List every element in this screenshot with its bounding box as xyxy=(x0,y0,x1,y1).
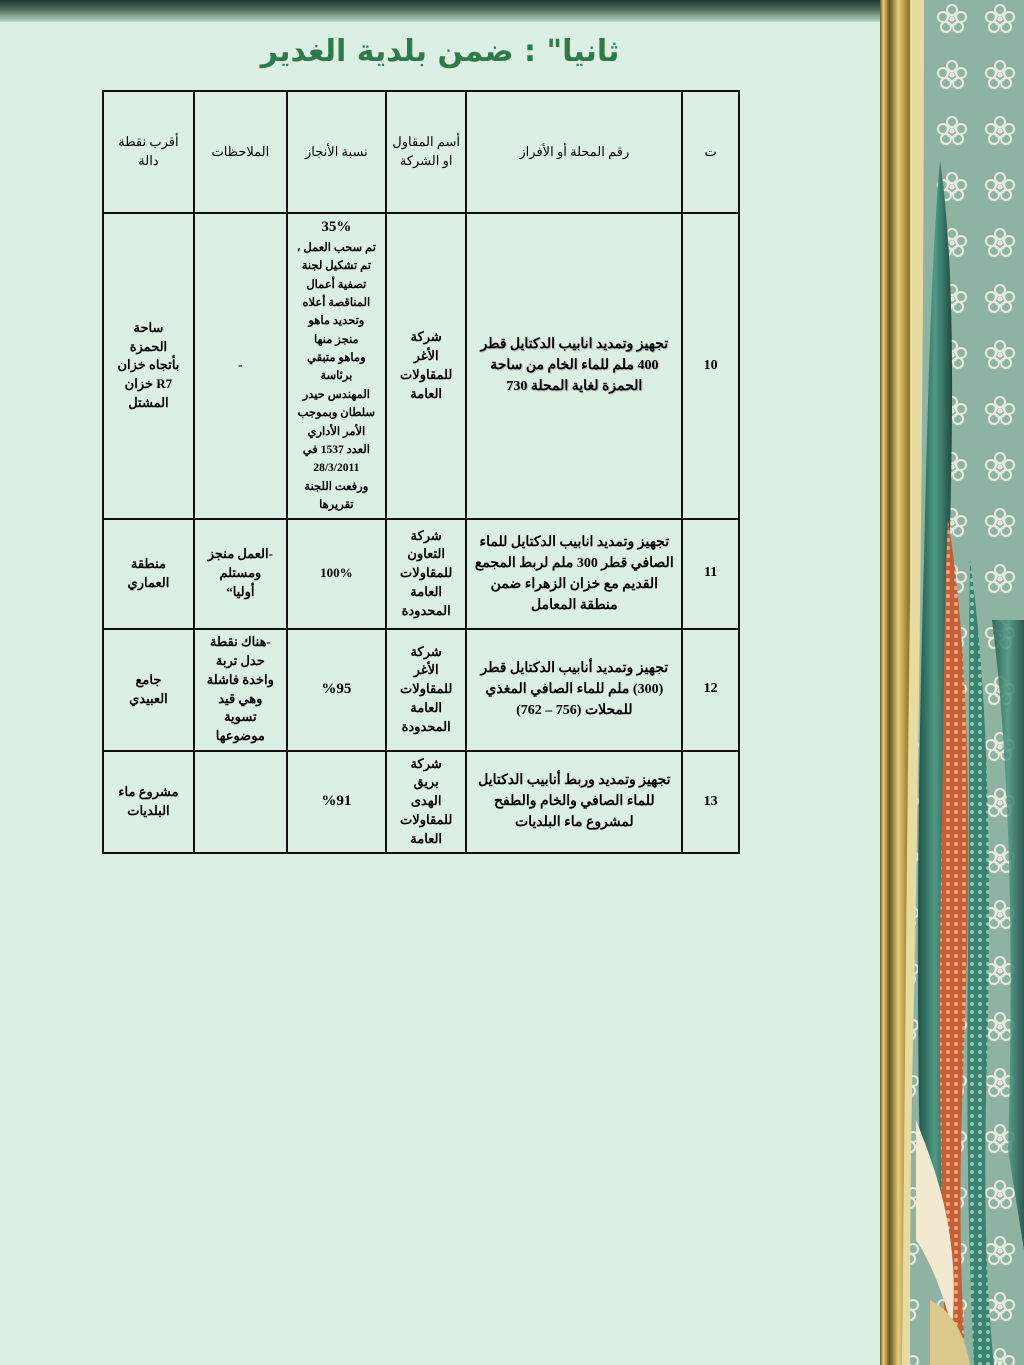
row-notes: - xyxy=(194,213,287,519)
row-index: 13 xyxy=(682,751,739,853)
row-location: تجهيز وتمديد أنابيب الدكتايل قطر (300) ملم للماء الصافي المغذي للمحلات (756 – 762) xyxy=(466,629,682,751)
header-landmark: أقرب نقطة دالة xyxy=(103,91,194,213)
row-index: 12 xyxy=(682,629,739,751)
header-progress: نسبة الأنجاز xyxy=(287,91,386,213)
row-progress: 100% xyxy=(287,519,386,629)
row-contractor: شركة الأغر للمقاولات العامة xyxy=(386,213,467,519)
row-contractor: شركة التعاون للمقاولات العامة المحدودة xyxy=(386,519,467,629)
top-dark-band xyxy=(0,0,880,22)
row-contractor: شركة الأغر للمقاولات العامة المحدودة xyxy=(386,629,467,751)
row-landmark: مشروع ماء البلديات xyxy=(103,751,194,853)
table-header-row xyxy=(103,91,739,213)
row-location: تجهيز وتمديد انابيب الدكتايل قطر 400 ملم للماء الخام من ساحة الحمزة لغاية المحلة 730 xyxy=(466,213,682,519)
row-progress: 35% xyxy=(321,219,352,235)
table-row xyxy=(103,629,739,751)
row-index: 11 xyxy=(682,519,739,629)
fabric-pattern-graphic xyxy=(880,0,1024,1365)
row-notes: -هناك نقطة حدل تربة واخدة فاشلة وهي قيد تسوية موضوعها xyxy=(194,629,287,751)
table-row xyxy=(103,519,739,629)
row-progress: %91 xyxy=(287,751,386,853)
row-progress-detail: تم سحب العمل ، تم تشكيل لجنة تصفية أعمال المناقصة أعلاه وتحديد ماهو منجز منها وماهو متبقي برئاسة المهندس حيدر سلطان وبموجب الأمر الأداري العدد 1537 في 28/3/2011 ورفعت اللجنة تقريرها xyxy=(296,241,376,512)
row-landmark: منطقة العماري xyxy=(103,519,194,629)
row-index: 10 xyxy=(682,213,739,519)
decorative-fabric-border xyxy=(880,0,1024,1365)
row-progress: %95 xyxy=(287,629,386,751)
row-landmark: ساحة الحمزة بأتجاه خزان R7 خزان المشتل xyxy=(103,213,194,519)
row-location: تجهيز وتمديد انابيب الدكتايل للماء الصافي قطر 300 ملم لربط المجمع القديم مع خزان الزهراء ضمن منطقة المعامل xyxy=(466,519,682,629)
row-landmark: جامع العبيدي xyxy=(103,629,194,751)
page-title: ثانيا" : ضمن بلدية الغدير xyxy=(260,34,620,69)
row-notes xyxy=(194,751,287,853)
row-notes: -العمل منجز ومستلم أوليا“ xyxy=(194,519,287,629)
row-location: تجهيز وتمديد وربط أنابيب الدكتايل للماء الصافي والخام والطفح لمشروع ماء البلديات xyxy=(466,751,682,853)
header-location: رقم المحلة أو الأفراز xyxy=(466,91,682,213)
row-progress-cell xyxy=(287,213,386,519)
table-row xyxy=(103,213,739,519)
header-contractor: أسم المقاول او الشركة xyxy=(386,91,467,213)
header-index: ت xyxy=(682,91,739,213)
header-notes: الملاحظات xyxy=(194,91,287,213)
projects-table xyxy=(102,90,740,854)
row-contractor: شركة بريق الهدى للمقاولات العامة xyxy=(386,751,467,853)
table-row xyxy=(103,751,739,853)
